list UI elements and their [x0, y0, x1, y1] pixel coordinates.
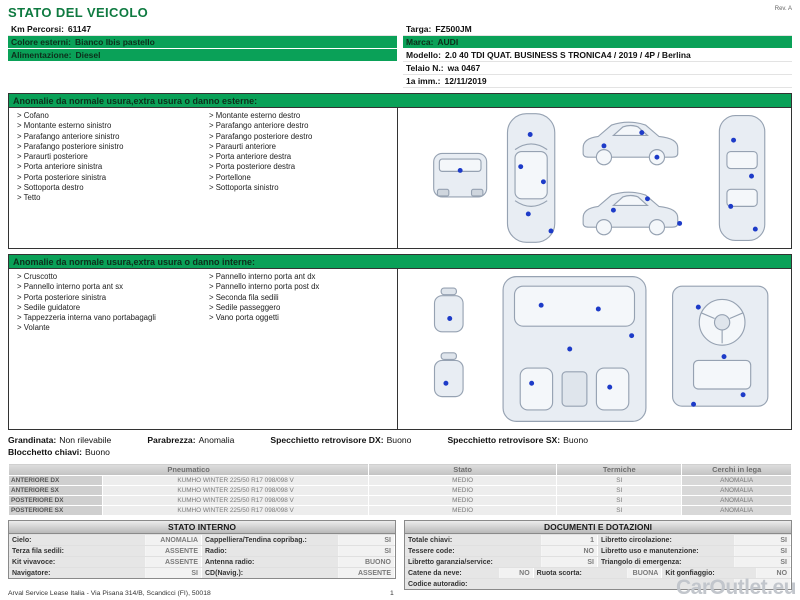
info-row-km [8, 23, 397, 36]
exterior-anomaly-list-left [13, 111, 205, 204]
stato-interno-title: STATO INTERNO [9, 521, 395, 534]
exterior-anomalies-header: Anomalie da normale usura,extra usura o danno esterne: [9, 94, 791, 108]
vehicle-info-left [8, 23, 397, 88]
interior-anomaly-list-left [13, 272, 205, 334]
table-row: Kit vivavoce: ASSENTE Antenna radio: BUONO [9, 556, 395, 567]
interior-anomaly-list-right [205, 272, 397, 323]
documenti-dotazioni-title: DOCUMENTI E DOTAZIONI [405, 521, 791, 534]
tire-position: POSTERIORE SX [9, 506, 103, 516]
anomaly-item: > Montante esterno sinistro [17, 121, 205, 131]
anomaly-item: > Porta posteriore sinistra [17, 173, 205, 183]
imm-value: 12/11/2019 [444, 76, 487, 86]
interior-anomalies-box [8, 254, 792, 430]
tire-row [9, 476, 792, 486]
car-interior-views-svg [398, 269, 791, 429]
anomaly-item: > Parafango anteriore destro [209, 121, 397, 131]
alimentazione-value: Diesel [75, 50, 101, 60]
anomaly-item: > Porta anteriore destra [209, 152, 397, 162]
tire-row [9, 486, 792, 496]
info-row-colore [8, 36, 397, 49]
anomaly-item: > Portellone [209, 173, 397, 183]
exterior-damage-diagram [397, 108, 791, 248]
tire-termiche: SI [557, 476, 682, 486]
anomaly-item: > Paraurti anteriore [209, 142, 397, 152]
tire-stato: MEDIO [369, 486, 557, 496]
modello-value: 2.0 40 TDI QUAT. BUSINESS S TRONICA4 / 2019 / 4P / Berlina [444, 50, 691, 60]
car-exterior-views-svg [398, 108, 791, 248]
car-side-view-left [583, 122, 678, 165]
table-row: Terza fila sedili: ASSENTE Radio: SI [9, 545, 395, 556]
tire-termiche: SI [557, 506, 682, 516]
report-header [8, 5, 792, 20]
dashboard-view [673, 286, 768, 406]
tire-spec: KUMHO WINTER 225/50 R17 098/098 V [102, 486, 368, 496]
tire-cerchi: ANOMALIA [682, 476, 792, 486]
anomaly-item: > Paraurti posteriore [17, 152, 205, 162]
info-row-modello [403, 49, 792, 62]
targa-value: FZ500JM [435, 24, 472, 34]
tire-stato: MEDIO [369, 506, 557, 516]
info-row-telaio [403, 62, 792, 75]
anomaly-item: > Parafango posteriore destro [209, 132, 397, 142]
status-line-2 [8, 447, 792, 457]
table-row: Totale chiavi: 1 Libretto circolazione: SI [405, 534, 791, 545]
anomaly-item: > Sottoporta sinistro [209, 183, 397, 193]
seat-icon [435, 353, 464, 397]
status-line-1 [8, 435, 792, 445]
tires-header-stato: Stato [369, 464, 557, 476]
tire-spec: KUMHO WINTER 225/50 R17 098/098 V [102, 496, 368, 506]
cabin-floorplan [503, 277, 646, 422]
anomaly-item: > Porta anteriore sinistra [17, 162, 205, 172]
table-row: Catene da neve: NO Ruota scorta: BUONA Kit gonfiaggio: NO [405, 567, 791, 578]
marca-value: AUDI [437, 37, 459, 47]
exterior-anomaly-lists [9, 108, 397, 248]
table-row: Cielo: ANOMALIA Cappelliera/Tendina copribag.: SI [9, 534, 395, 545]
tire-spec: KUMHO WINTER 225/50 R17 098/098 V [102, 476, 368, 486]
page-number: 1 [390, 590, 394, 597]
status-grandinata: Grandinata: Non rilevabile [8, 435, 112, 445]
colore-label: Colore esterni: [11, 37, 71, 47]
anomaly-item: > Vano porta oggetti [209, 313, 397, 323]
anomaly-item: > Sedile guidatore [17, 303, 205, 313]
anomaly-item: > Sedile passeggero [209, 303, 397, 313]
tire-cerchi: ANOMALIA [682, 496, 792, 506]
table-row: Tessere code: NO Libretto uso e manutenzione: SI [405, 545, 791, 556]
tire-row [9, 496, 792, 506]
tire-position: ANTERIORE DX [9, 476, 103, 486]
anomaly-item: > Porta posteriore destra [209, 162, 397, 172]
seat-icon [435, 288, 464, 332]
anomaly-item: > Volante [17, 323, 205, 333]
anomaly-item: > Tetto [17, 193, 205, 203]
targa-label: Targa: [406, 24, 432, 34]
status-parabrezza: Parabrezza: Anomalia [147, 435, 235, 445]
car-front-view [434, 153, 487, 197]
info-row-alimentazione [8, 49, 397, 62]
tires-table [8, 463, 792, 516]
page-title: STATO DEL VEICOLO [8, 5, 149, 20]
anomaly-item: > Pannello interno porta ant dx [209, 272, 397, 282]
tire-row [9, 506, 792, 516]
modello-label: Modello: [406, 50, 441, 60]
info-row-prima-immatricolazione [403, 75, 792, 88]
tires-header-cerchi: Cerchi in lega [682, 464, 792, 476]
tire-cerchi: ANOMALIA [682, 506, 792, 516]
stato-interno-table [8, 520, 396, 579]
car-side-view-right [583, 192, 678, 235]
table-row: Navigatore: SI CD(Navig.): ASSENTE [9, 567, 395, 578]
tire-cerchi: ANOMALIA [682, 486, 792, 496]
km-value: 61147 [67, 24, 92, 34]
imm-label: 1a imm.: [406, 76, 441, 86]
caroutlet-watermark: CarOutlet.eu [675, 576, 796, 599]
table-row: Libretto garanzia/service: SI Triangolo di emergenza: SI [405, 556, 791, 567]
tire-termiche: SI [557, 496, 682, 506]
alimentazione-label: Alimentazione: [11, 50, 72, 60]
telaio-label: Telaio N.: [406, 63, 444, 73]
info-row-marca [403, 36, 792, 49]
tires-header-pneumatico: Pneumatico [9, 464, 369, 476]
anomaly-item: > Sottoporta destro [17, 183, 205, 193]
vehicle-info [8, 23, 792, 88]
car-roof-view [719, 116, 764, 241]
km-label: Km Percorsi: [11, 24, 64, 34]
info-row-targa [403, 23, 792, 36]
tires-header-termiche: Termiche [557, 464, 682, 476]
anomaly-item: > Cruscotto [17, 272, 205, 282]
footer-address: Arval Service Lease Italia - Via Pisana 314/B, Scandicci (FI), 50018 [8, 590, 211, 597]
anomaly-item: > Seconda fila sedili [209, 293, 397, 303]
tire-position: POSTERIORE DX [9, 496, 103, 506]
anomaly-item: > Cofano [17, 111, 205, 121]
table-row: Codice autoradio: [405, 578, 791, 589]
anomaly-item: > Pannello interno porta post dx [209, 282, 397, 292]
tire-stato: MEDIO [369, 496, 557, 506]
anomaly-item: > Porta posteriore sinistra [17, 293, 205, 303]
tire-spec: KUMHO WINTER 225/50 R17 098/098 V [102, 506, 368, 516]
marca-label: Marca: [406, 37, 434, 47]
anomaly-item: > Parafango posteriore sinistro [17, 142, 205, 152]
interior-anomalies-header: Anomalie da normale usura,extra usura o danno interne: [9, 255, 791, 269]
vehicle-info-right [403, 23, 792, 88]
interior-damage-diagram [397, 269, 791, 429]
exterior-anomalies-box [8, 93, 792, 249]
status-blocchetto-chiavi: Blocchetto chiavi: Buono [8, 447, 110, 457]
tires-header-row [9, 464, 792, 476]
revision-label: Rev. A [774, 6, 792, 12]
tire-position: ANTERIORE SX [9, 486, 103, 496]
telaio-value: wa 0467 [447, 63, 481, 73]
status-specchietto-sx: Specchietto retrovisore SX: Buono [447, 435, 589, 445]
anomaly-item: > Pannello interno porta ant sx [17, 282, 205, 292]
anomaly-item: > Montante esterno destro [209, 111, 397, 121]
exterior-anomaly-list-right [205, 111, 397, 193]
tire-stato: MEDIO [369, 476, 557, 486]
anomaly-item: > Tappezzeria interna vano portabagagli [17, 313, 205, 323]
tire-termiche: SI [557, 486, 682, 496]
report-footer [8, 590, 792, 597]
anomaly-item: > Parafango anteriore sinistro [17, 132, 205, 142]
status-specchietto-dx: Specchietto retrovisore DX: Buono [270, 435, 412, 445]
interior-anomaly-lists [9, 269, 397, 429]
colore-value: Bianco Ibis pastello [75, 37, 155, 47]
